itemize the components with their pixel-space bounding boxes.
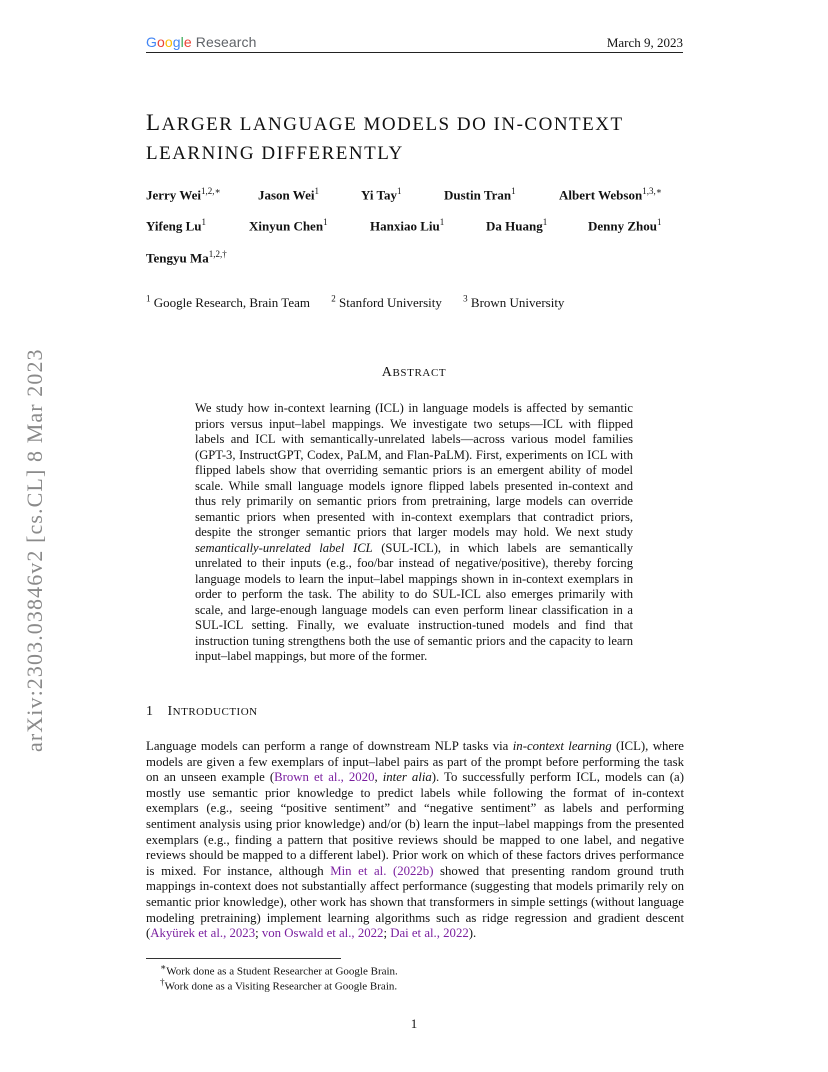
- footnote-mark: †: [160, 977, 165, 987]
- logo-letter-g1: G: [146, 34, 157, 50]
- intro-text: ). To successfully perform ICL, models can (a) mostly use semantic prior knowledge to predict labels while following the format of in-context exemplars (e.g., seeing “positive sentiment” and “negative sentiment” as labels and performing sentiment analysis using prior knowledge) and/or (b) learn the input–label mappings from the presented exemplars (e.g., finding a pattern that positive reviews should be mapped to one label, and negative reviews should be mapped to a different label). Prior work on which of these factors drives performance is mixed. For instance, although: [146, 770, 684, 878]
- intro-paragraph: [146, 739, 684, 942]
- abstract-heading-initial: A: [381, 365, 393, 380]
- intro-text: Language models can perform a range of downstream NLP tasks via: [146, 739, 513, 753]
- section-number: 1: [146, 704, 154, 719]
- intro-text: ;: [383, 926, 391, 941]
- affiliation-name: Google Research, Brain Team: [153, 295, 310, 311]
- title-line-1-rest: ARGER LANGUAGE MODELS DO IN-CONTEXT: [161, 114, 624, 135]
- intro-text: (ICL), where models are given a few exemplars of input–label pairs as part of the prompt before performing the task on an unseen example (: [146, 739, 684, 785]
- abstract-heading-rest: BSTRACT: [392, 367, 447, 379]
- author-row-1: [146, 186, 686, 206]
- citation-link[interactable]: Min et al. (2022b): [330, 863, 434, 878]
- affiliation-sup: 1: [146, 294, 151, 304]
- abstract-text: (SUL-ICL), in which labels are semantically unrelated to their inputs (e.g., foo/bar instead of negative/positive), thereby forcing language models to learn the input–label mappings shown in in-context exemplars in order to perform the task. The ability to do SUL-ICL also emerges primarily with scale, and large-enough language models can even perform linear classification in a SUL-ICL setting. Finally, we evaluate instruction-tuned models and find that instruction tuning strengthens both the use of semantic priors and the capacity to learn input–label mappings, but more of the former.: [195, 540, 633, 663]
- citation-link[interactable]: Dai et al., 2022: [390, 926, 469, 941]
- author-affil-sup: 1: [657, 217, 662, 227]
- author: [444, 186, 516, 203]
- logo-letter-e: e: [183, 34, 192, 50]
- abstract-text: We study how in-context learning (ICL) in language models is affected by semantic priors versus input–label mappings. We investigate two setups—ICL with flipped labels and ICL with semantically-unrelated labels—across various model families (GPT-3, InstructGPT, Codex, PaLM, and Flan-PaLM). First, experiments on ICL with flipped labels show that overriding semantic priors is an emergent ability of model scale. While small language models ignore flipped labels presented in-context and thus rely primarily on semantic priors from pretraining, large models can override semantic priors when presented with in-context exemplars that contradict priors, despite the stronger semantic priors that larger models may hold. We next study: [195, 401, 633, 539]
- author: [146, 186, 221, 203]
- affiliations: [146, 294, 582, 311]
- author: [559, 186, 662, 203]
- author: [361, 186, 402, 203]
- author-name: Da Huang: [486, 218, 543, 234]
- page-number: 1: [410, 1016, 418, 1031]
- abstract-emphasis: semantically-unrelated label ICL: [195, 540, 373, 555]
- author-affil-sup: 1: [323, 217, 328, 227]
- citation-link[interactable]: Brown et al., 2020: [274, 770, 375, 785]
- logo-letter-l: l: [180, 34, 184, 50]
- author-name: Tengyu Ma: [146, 250, 209, 266]
- section-title-initial: I: [167, 704, 173, 719]
- logo-letter-o1: o: [157, 34, 165, 50]
- footnote-text: Work done as a Student Researcher at Google Brain.: [166, 965, 398, 978]
- author-affil-sup: 1: [201, 217, 206, 227]
- title-initial: L: [146, 110, 162, 135]
- intro-emphasis: inter alia: [382, 770, 432, 785]
- author-name: Xinyun Chen: [249, 218, 324, 234]
- author-affil-sup: 1,3,∗: [642, 186, 662, 196]
- author: [258, 186, 319, 203]
- abstract-body: [195, 401, 633, 665]
- affiliation-sup: 2: [331, 294, 336, 304]
- affiliation-name: Stanford University: [339, 295, 442, 311]
- google-research-logo: [146, 34, 257, 50]
- author: [146, 217, 206, 234]
- author-name: Yifeng Lu: [146, 218, 202, 234]
- author-name: Hanxiao Liu: [370, 218, 440, 234]
- author: [588, 217, 662, 234]
- citation-link[interactable]: Akyürek et al., 2023: [150, 926, 256, 941]
- paper-title: [146, 108, 706, 168]
- author-name: Yi Tay: [361, 187, 398, 203]
- logo-letter-g2: g: [172, 34, 181, 50]
- footnote-text: Work done as a Visiting Researcher at Google Brain.: [164, 980, 398, 993]
- intro-text: ,: [374, 770, 383, 785]
- affiliation: [146, 295, 310, 310]
- author-row-3: [146, 249, 686, 269]
- footnote: [160, 962, 398, 978]
- footnote: [160, 977, 397, 993]
- author-row-2: [146, 217, 686, 237]
- affiliation-sup: 3: [463, 294, 468, 304]
- author-affil-sup: 1,2,†: [208, 249, 227, 259]
- abstract-heading: [0, 365, 828, 381]
- arxiv-side-stamp: arXiv:2303.03846v2 [cs.CL] 8 Mar 2023: [22, 348, 47, 752]
- logo-letter-o2: o: [164, 34, 173, 50]
- footnote-rule: [146, 958, 341, 959]
- section-heading: [146, 704, 258, 720]
- intro-text: ).: [468, 926, 477, 941]
- intro-text: ;: [255, 926, 262, 941]
- affiliation-name: Brown University: [470, 295, 565, 311]
- header-rule: [146, 52, 683, 53]
- logo-word: Research: [195, 34, 257, 50]
- author-affil-sup: 1: [314, 186, 319, 196]
- author-affil-sup: 1,2,∗: [201, 186, 221, 196]
- author-affil-sup: 1: [542, 217, 548, 227]
- author-name: Jerry Wei: [146, 187, 201, 203]
- title-line-2: LEARNING DIFFERENTLY: [146, 143, 404, 164]
- author-affil-sup: 1: [397, 186, 402, 196]
- author-affil-sup: 1: [439, 217, 445, 227]
- affiliation: [463, 295, 564, 310]
- author: [486, 217, 547, 234]
- intro-emphasis: in-context learning: [512, 739, 612, 753]
- title-line-1: [146, 108, 706, 139]
- author-name: Denny Zhou: [588, 218, 657, 234]
- author-affil-sup: 1: [511, 186, 516, 196]
- footnote-mark: ∗: [160, 962, 167, 972]
- author-name: Dustin Tran: [444, 187, 512, 203]
- affiliation: [331, 295, 442, 310]
- citation-link[interactable]: von Oswald et al., 2022: [261, 926, 384, 941]
- author: [146, 249, 227, 266]
- intro-text: showed that presenting random ground truth mappings in-context does not substantially affect performance (suggesting that models primarily rely on semantic prior knowledge), other work has shown that transformers in simple settings (without language modeling pretraining) implement learning algorithms such as ridge regression and gradient descent (: [146, 863, 684, 941]
- author-name: Jason Wei: [258, 187, 315, 203]
- author: [370, 217, 444, 234]
- header-date: March 9, 2023: [606, 35, 683, 50]
- section-title-rest: NTRODUCTION: [172, 706, 258, 718]
- author: [249, 217, 328, 234]
- author-name: Albert Webson: [559, 187, 643, 203]
